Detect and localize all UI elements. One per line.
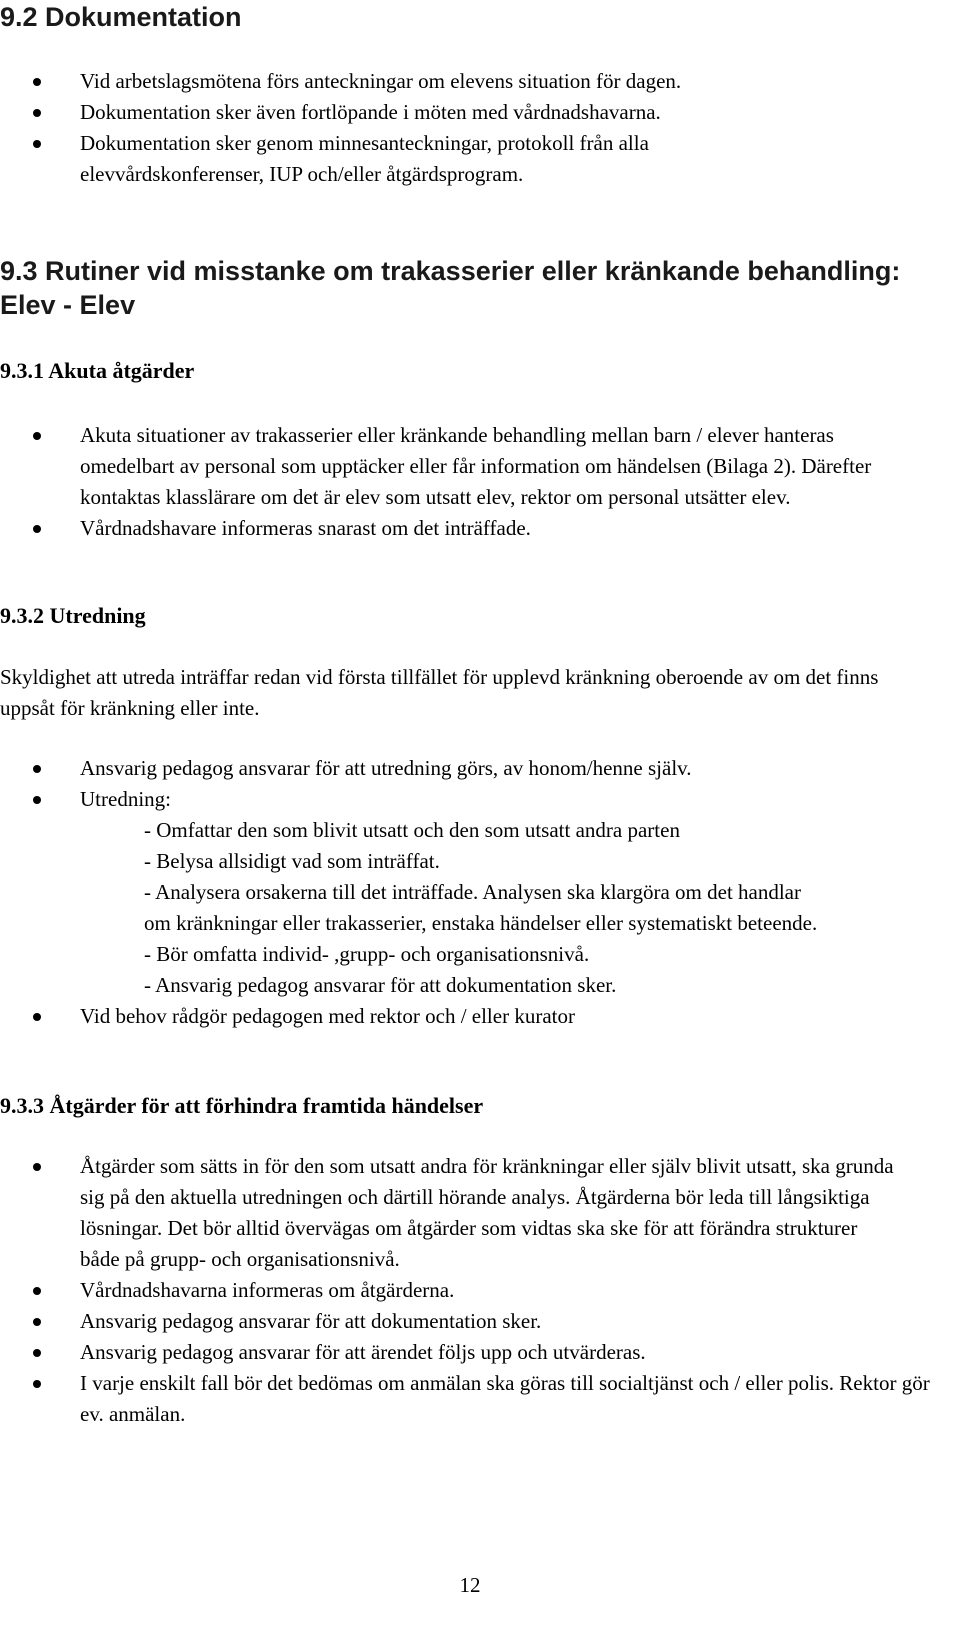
sub-item: - Bör omfatta individ- ,grupp- och organisationsnivå. <box>144 942 590 966</box>
list-item: Vårdnadshavarna informeras om åtgärderna. <box>0 1275 930 1306</box>
sub-item: - Ansvarig pedagog ansvarar för att dokumentation sker. <box>144 973 617 997</box>
list-item: Dokumentation sker även fortlöpande i möten med vårdnadshavarna. <box>0 97 930 128</box>
subsection-heading-9-3-1: 9.3.1 Akuta åtgärder <box>0 358 195 383</box>
bullet-icon <box>33 796 41 804</box>
section-heading-9-2: 9.2 Dokumentation <box>0 2 242 32</box>
list-9-3-2 <box>0 753 930 1032</box>
sub-item: - Belysa allsidigt vad som inträffat. <box>144 849 440 873</box>
bullet-icon <box>33 1349 41 1357</box>
list-item: Åtgärder som sätts in för den som utsatt andra för kränkningar eller själv blivit utsatt, ska grunda sig på den aktuella utredningen och därtill hörande analys. Åtgärderna bör leda till långsiktiga lösningar. Det bör alltid övervägas om åtgärder som vidtas ska ske för att förändra strukturer både på grupp- och organisationsnivå. <box>0 1151 900 1275</box>
bullet-icon <box>33 525 41 533</box>
bullet-icon <box>33 1318 41 1326</box>
sub-item: - Omfattar den som blivit utsatt och den som utsatt andra parten <box>144 818 680 842</box>
bullet-icon <box>33 78 41 86</box>
bullet-icon <box>33 765 41 773</box>
list-item: Ansvarig pedagog ansvarar för att dokumentation sker. <box>0 1306 930 1337</box>
subsection-heading-9-3-2: 9.3.2 Utredning <box>0 603 146 628</box>
list-item: Dokumentation sker genom minnesanteckningar, protokoll från alla elevvårdskonferenser, IUP och/eller åtgärdsprogram. <box>0 128 780 190</box>
list-9-3-3 <box>0 1151 930 1430</box>
bullet-icon <box>33 109 41 117</box>
bullet-icon <box>33 432 41 440</box>
list-item: Utredning: - Omfattar den som blivit utsatt och den som utsatt andra parten - Belysa allsidigt vad som inträffat. - Analysera orsakerna till det inträffade. Analysen ska klargöra om det handlar om kränkningar eller trakasserier, enstaka händelser eller systematiskt beteende. - Bör omfatta individ- ,grupp- och organisationsnivå. - Ansvarig pedagog ansvarar för att dokumentation sker. <box>0 784 930 1001</box>
bullet-icon <box>33 1163 41 1171</box>
page-number: 12 <box>459 1573 481 1597</box>
sub-item: - Analysera orsakerna till det inträffade. Analysen ska klargöra om det handlar om kränkningar eller trakasserier, enstaka händelser eller systematiskt beteende. <box>144 880 818 935</box>
list-9-3-1 <box>0 420 930 544</box>
bullet-icon <box>33 140 41 148</box>
subsection-heading-9-3-3: 9.3.3 Åtgärder för att förhindra framtida händelser <box>0 1093 484 1118</box>
bullet-icon <box>33 1380 41 1388</box>
paragraph-intro: Skyldighet att utreda inträffar redan vid första tillfället för upplevd kränkning oberoende av om det finns uppsåt för kränkning eller inte. <box>0 665 879 720</box>
list-item: Vid behov rådgör pedagogen med rektor och / eller kurator <box>0 1001 930 1032</box>
list-item: Akuta situationer av trakasserier eller kränkande behandling mellan barn / elever hanteras omedelbart av personal som upptäcker eller får information om händelsen (Bilaga 2). Därefter kontaktas klasslärare om det är elev som utsatt elev, rektor om personal utsätter elev. <box>0 420 930 513</box>
bullet-icon <box>33 1287 41 1295</box>
list-9-2 <box>0 66 930 190</box>
list-item: I varje enskilt fall bör det bedömas om anmälan ska göras till socialtjänst och / eller polis. Rektor gör ev. anmälan. <box>0 1368 930 1430</box>
list-item: Vid arbetslagsmötena förs anteckningar om elevens situation för dagen. <box>0 66 930 97</box>
bullet-icon <box>33 1013 41 1021</box>
list-item: Ansvarig pedagog ansvarar för att utredning görs, av honom/henne själv. <box>0 753 930 784</box>
section-heading-9-3: 9.3 Rutiner vid misstanke om trakasserier eller kränkande behandling: Elev - Elev <box>0 256 901 320</box>
list-item: Vårdnadshavare informeras snarast om det inträffade. <box>0 513 930 544</box>
list-item: Ansvarig pedagog ansvarar för att ärendet följs upp och utvärderas. <box>0 1337 930 1368</box>
